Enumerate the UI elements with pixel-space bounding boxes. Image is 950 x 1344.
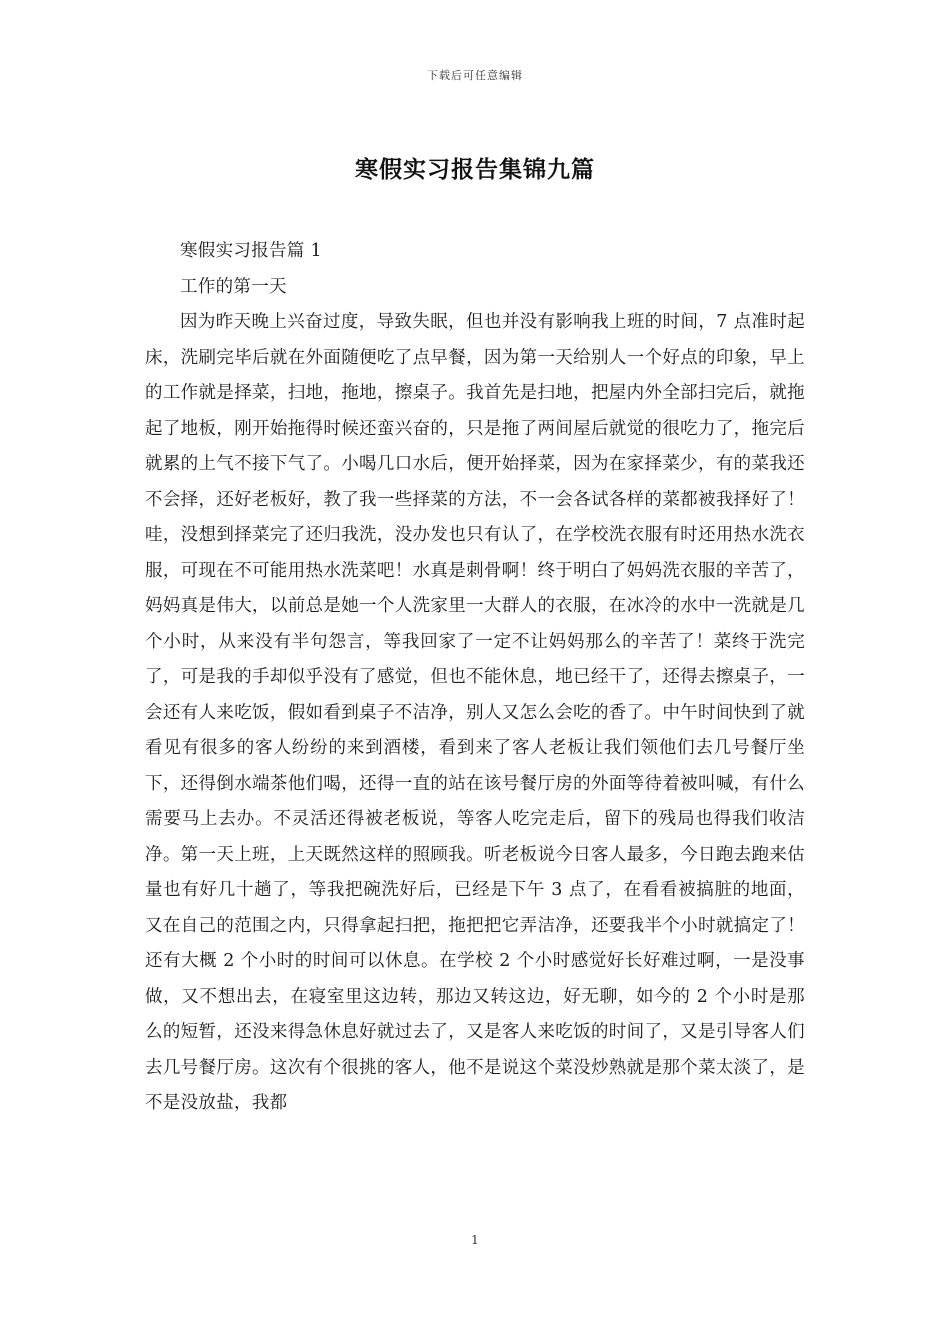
body-paragraph: 因为昨天晚上兴奋过度，导致失眠，但也并没有影响我上班的时间，7 点准时起床，洗刷完毕后就在外面随便吃了点早餐，因为第一天给别人一个好点的印象，早上的工作就是择菜，扫地，拖地，擦桌子。我首先是扫地，把屋内外全部扫完后，就拖起了地板，刚开始拖得时候还蛮兴奋的，只是拖了两间屋后就觉的很吃力了，拖完后就累的上气不接下气了。小喝几口水后，便开始择菜，因为在家择菜少，有的菜我还不会择，还好老板好，教了我一些择菜的方法，不一会各试各样的菜都被我择好了！哇，没想到择菜完了还归我洗，没办发也只有认了，在学校洗衣服有时还用热水洗衣服，可现在不可能用热水洗菜吧！水真是刺骨啊！终于明白了妈妈洗衣服的辛苦了，妈妈真是伟大，以前总是她一个人洗家里一大群人的衣服，在冰冷的水中一洗就是几个小时，从来没有半句怨言，等我回家了一定不让妈妈那么的辛苦了！菜终于洗完了，可是我的手却似乎没有了感觉，但也不能休息，地已经干了，还得去擦桌子，一会还有人来吃饭，假如看到桌子不洁净，别人又怎么会吃的香了。中午时间快到了就看见有很多的客人纷纷的来到酒楼，看到来了客人老板让我们领他们去几号餐厅坐下，还得倒水端茶他们喝，还得一直的站在该号餐厅房的外面等待着被叫喊，有什么需要马上去办。不灵活还得被老板说，等客人吃完走后，留下的残局也得我们收洁净。第一天上班，上天既然这样的照顾我。听老板说今日客人最多，今日跑去跑来估量也有好几十趟了，等我把碗洗好后，已经是下午 3 点了，在看看被搞脏的地面，又在自己的范围之内，只得拿起扫把，拖把把它弄洁净，还要我半个小时就搞定了！还有大概 2 个小时的时间可以休息。在学校 2 个小时感觉好长好难过啊，一是没事做，又不想出去，在寝室里这边转，那边又转这边，好无聊，如今的 2 个小时是那么的短暂，还没来得急休息好就过去了，又是客人来吃饭的时间了，又是引导客人们去几号餐厅房。这次有个很挑的客人，他不是说这个菜没炒熟就是那个菜太淡了，是不是没放盐，我都 — [145, 312, 805, 1113]
subheading: 工作的第一天 — [180, 276, 287, 297]
section-heading: 寒假实习报告篇 1 — [180, 241, 322, 261]
header-note: 下载后可任意编辑 — [427, 69, 523, 82]
page-number: 1 — [471, 1233, 479, 1247]
document-title: 寒假实习报告集锦九篇 — [355, 157, 595, 183]
document-body — [145, 234, 805, 1122]
